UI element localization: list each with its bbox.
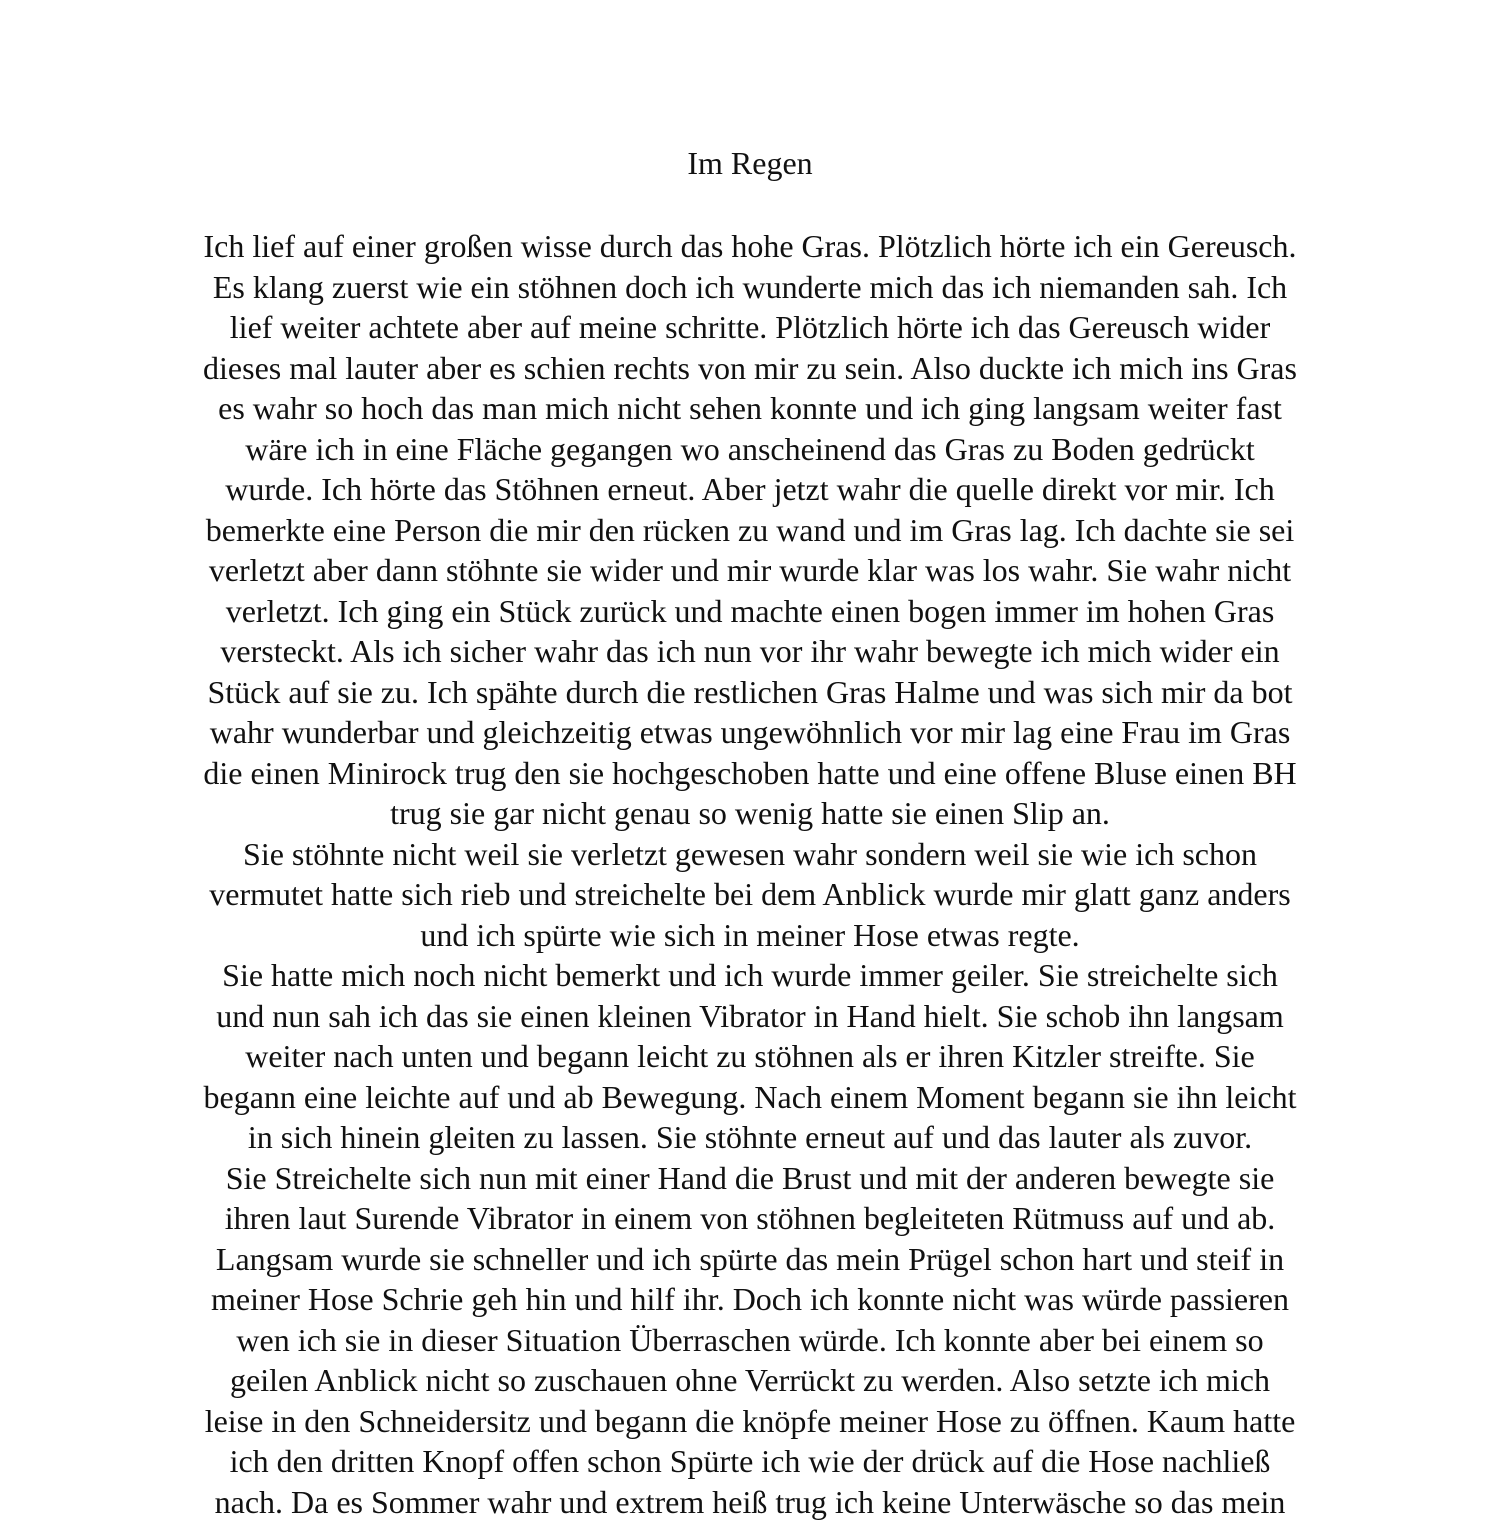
text-line: meiner Hose Schrie geh hin und hilf ihr. Doch ich konnte nicht was würde passieren: [100, 1279, 1400, 1320]
text-line: begann eine leichte auf und ab Bewegung. Nach einem Moment begann sie ihn leicht: [100, 1077, 1400, 1118]
text-line: Sie hatte mich noch nicht bemerkt und ich wurde immer geiler. Sie streichelte sich: [100, 955, 1400, 996]
text-line: vermutet hatte sich rieb und streichelte bei dem Anblick wurde mir glatt ganz anders: [100, 874, 1400, 915]
text-line: Stück auf sie zu. Ich spähte durch die restlichen Gras Halme und was sich mir da bot: [100, 672, 1400, 713]
text-line: Ich lief auf einer großen wisse durch das hohe Gras. Plötzlich hörte ich ein Gereusch.: [100, 226, 1400, 267]
text-line: wahr wunderbar und gleichzeitig etwas ungewöhnlich vor mir lag eine Frau im Gras: [100, 712, 1400, 753]
text-line: und ich spürte wie sich in meiner Hose etwas regte.: [100, 915, 1400, 956]
text-line: trug sie gar nicht genau so wenig hatte sie einen Slip an.: [100, 793, 1400, 834]
text-line: weiter nach unten und begann leicht zu stöhnen als er ihren Kitzler streifte. Sie: [100, 1036, 1400, 1077]
text-line: in sich hinein gleiten zu lassen. Sie stöhnte erneut auf und das lauter als zuvor.: [100, 1117, 1400, 1158]
text-line: wen ich sie in dieser Situation Überraschen würde. Ich konnte aber bei einem so: [100, 1320, 1400, 1361]
text-line: versteckt. Als ich sicher wahr das ich nun vor ihr wahr bewegte ich mich wider ein: [100, 631, 1400, 672]
text-line: Sie Streichelte sich nun mit einer Hand die Brust und mit der anderen bewegte sie: [100, 1158, 1400, 1199]
text-line: und nun sah ich das sie einen kleinen Vibrator in Hand hielt. Sie schob ihn langsam: [100, 996, 1400, 1037]
text-line: ich den dritten Knopf offen schon Spürte ich wie der drück auf die Hose nachließ: [100, 1441, 1400, 1482]
text-line: leise in den Schneidersitz und begann die knöpfe meiner Hose zu öffnen. Kaum hatte: [100, 1401, 1400, 1442]
text-line: Sie stöhnte nicht weil sie verletzt gewesen wahr sondern weil sie wie ich schon: [100, 834, 1400, 875]
document-title: Im Regen: [0, 143, 1500, 183]
text-line: Es klang zuerst wie ein stöhnen doch ich wunderte mich das ich niemanden sah. Ich: [100, 267, 1400, 308]
text-line: dieses mal lauter aber es schien rechts von mir zu sein. Also duckte ich mich ins Gras: [100, 348, 1400, 389]
text-line: verletzt. Ich ging ein Stück zurück und machte einen bogen immer im hohen Gras: [100, 591, 1400, 632]
text-line: die einen Minirock trug den sie hochgeschoben hatte und eine offene Bluse einen BH: [100, 753, 1400, 794]
text-line: wäre ich in eine Fläche gegangen wo anscheinend das Gras zu Boden gedrückt: [100, 429, 1400, 470]
text-line: bemerkte eine Person die mir den rücken zu wand und im Gras lag. Ich dachte sie sei: [100, 510, 1400, 551]
text-line: verletzt aber dann stöhnte sie wider und mir wurde klar was los wahr. Sie wahr nicht: [100, 550, 1400, 591]
text-line: Langsam wurde sie schneller und ich spürte das mein Prügel schon hart und steif in: [100, 1239, 1400, 1280]
text-line: es wahr so hoch das man mich nicht sehen konnte und ich ging langsam weiter fast: [100, 388, 1400, 429]
document-body: [100, 226, 1400, 1522]
text-line: lief weiter achtete aber auf meine schritte. Plötzlich hörte ich das Gereusch wider: [100, 307, 1400, 348]
text-line: nach. Da es Sommer wahr und extrem heiß trug ich keine Unterwäsche so das mein: [100, 1482, 1400, 1522]
text-line: ihren laut Surende Vibrator in einem von stöhnen begleiteten Rütmuss auf und ab.: [100, 1198, 1400, 1239]
text-line: geilen Anblick nicht so zuschauen ohne Verrückt zu werden. Also setzte ich mich: [100, 1360, 1400, 1401]
text-line: wurde. Ich hörte das Stöhnen erneut. Aber jetzt wahr die quelle direkt vor mir. Ich: [100, 469, 1400, 510]
